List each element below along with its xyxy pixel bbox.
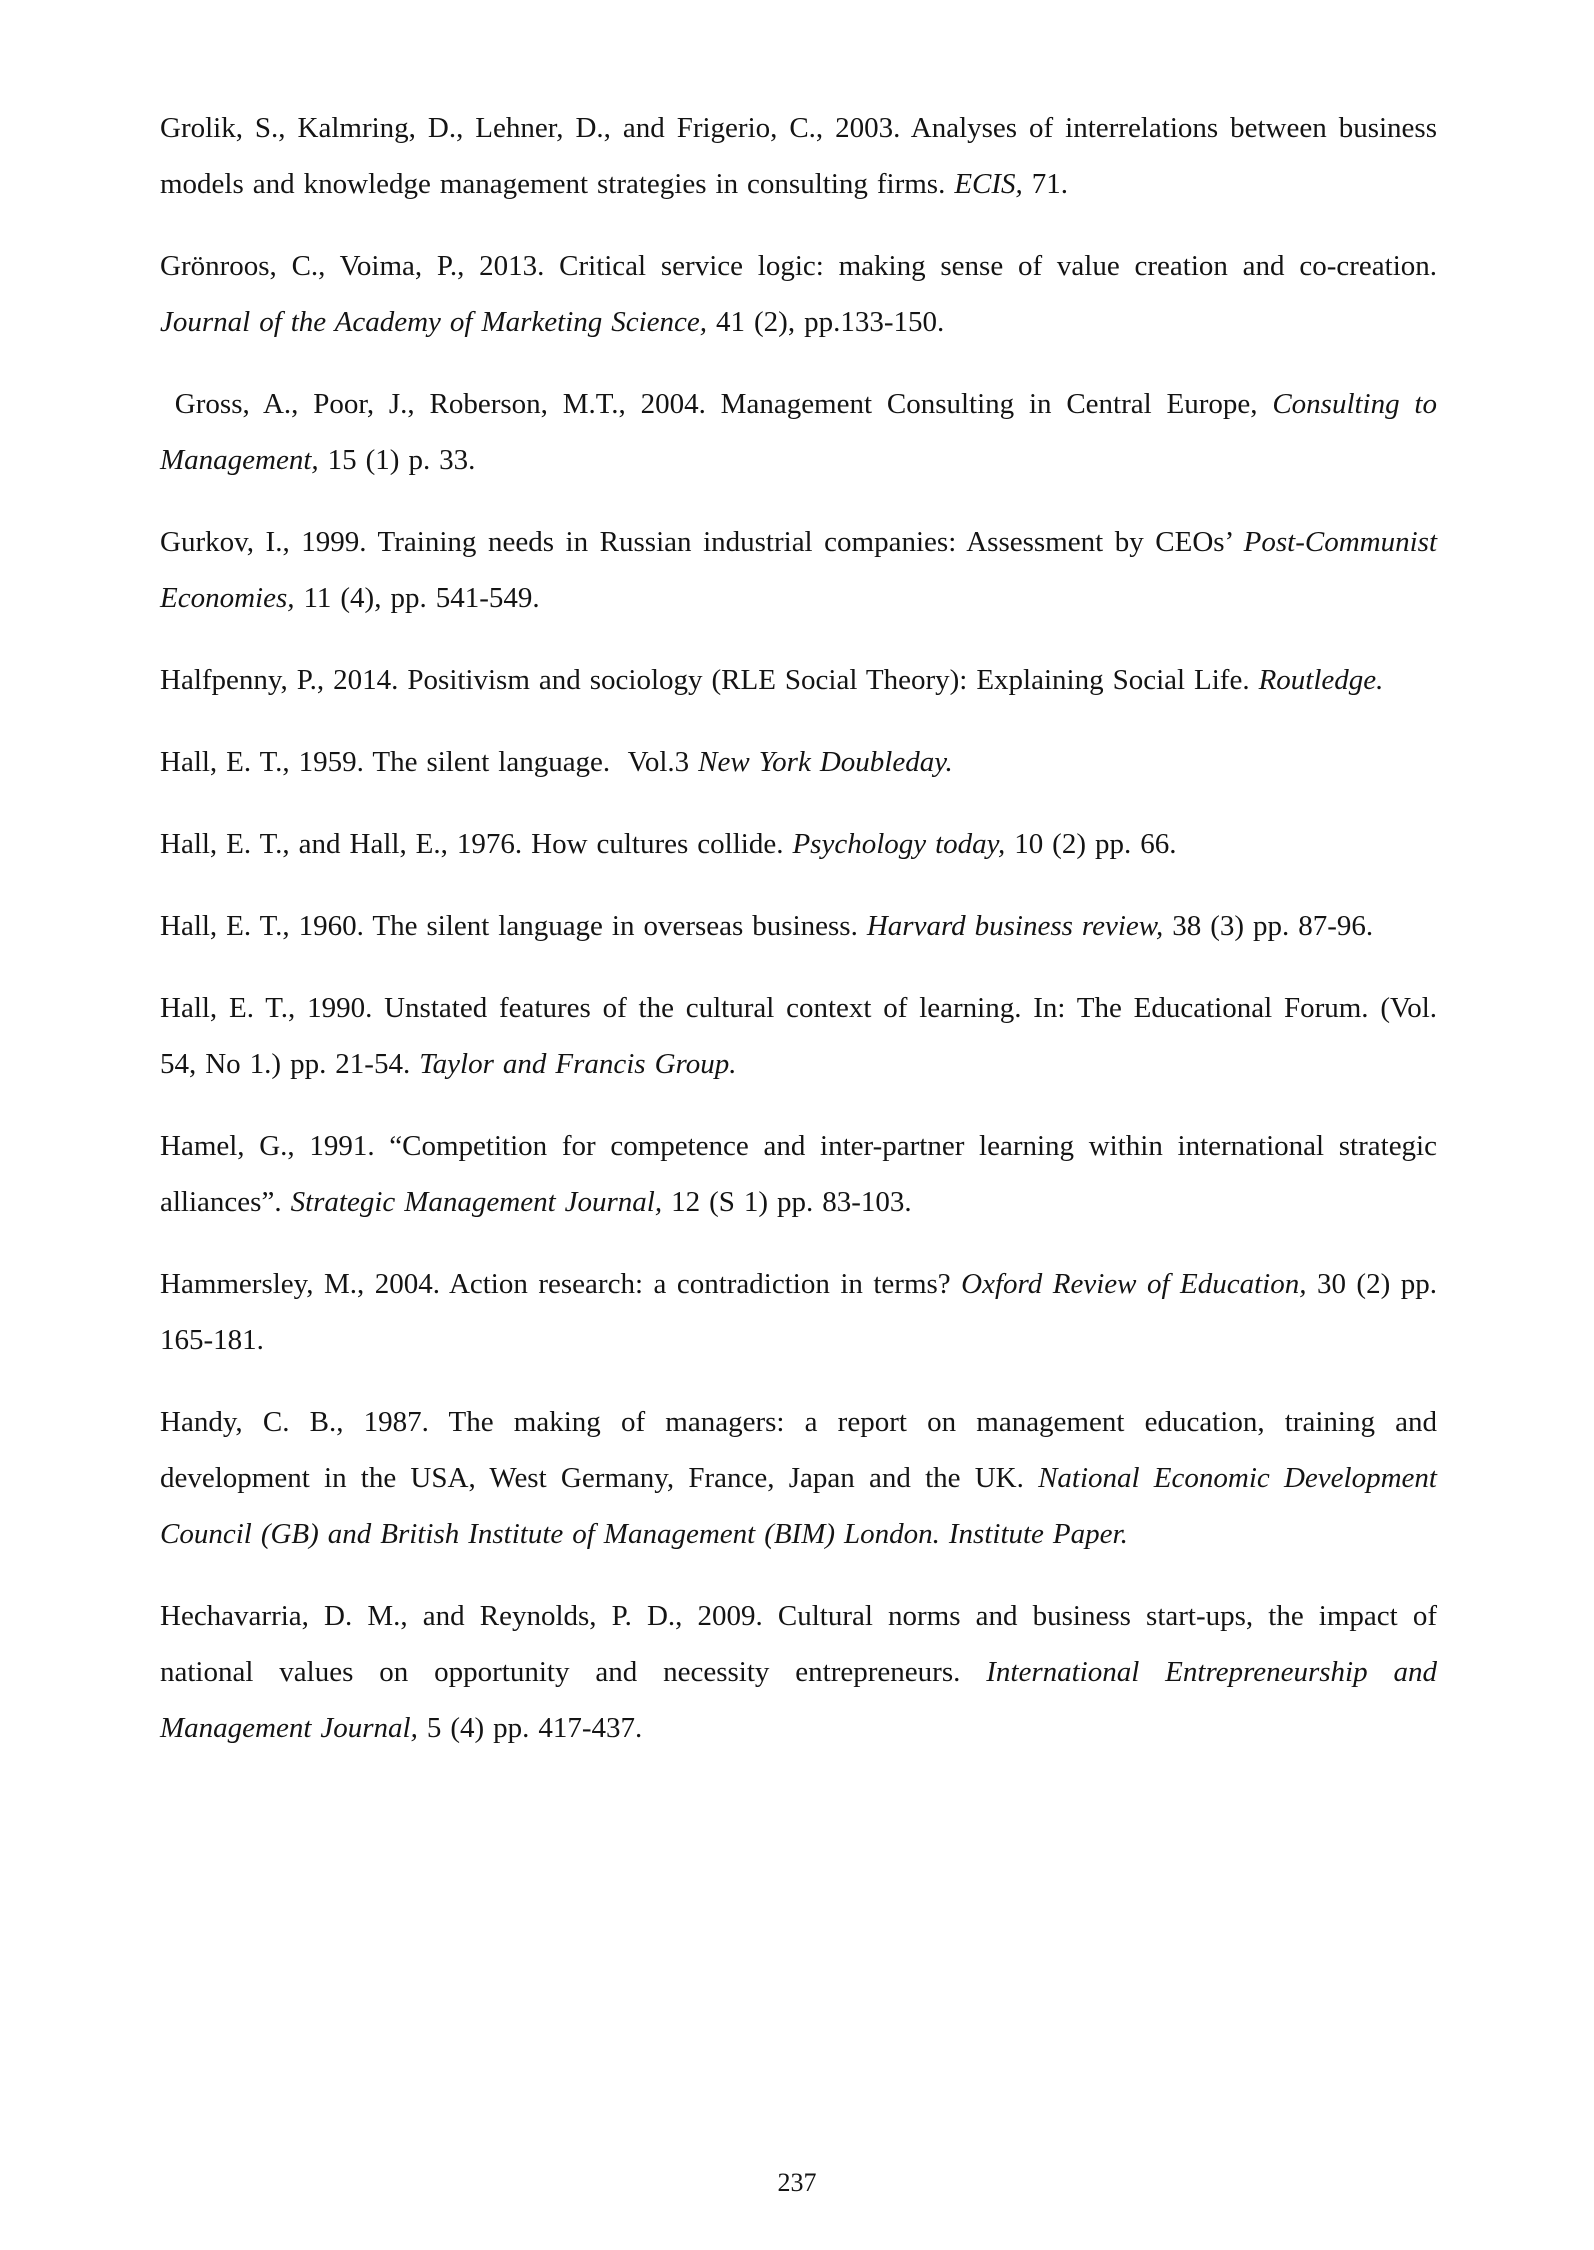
reference-entry bbox=[160, 100, 1437, 212]
reference-entry bbox=[160, 734, 1437, 790]
page-number: 237 bbox=[777, 2168, 817, 2197]
reference-text-segment: Handy, C. B., 1987. The making of managers: a report on management education, training and development in the USA, West Germany, France, Japan and the UK. bbox=[160, 1406, 1437, 1494]
reference-text-segment: Gurkov, I., 1999. Training needs in Russian industrial companies: Assessment by CEOs’ bbox=[160, 526, 1244, 558]
references-list bbox=[160, 100, 1437, 1756]
reference-text-segment: Hall, E. T., 1960. The silent language in overseas business. bbox=[160, 910, 867, 942]
reference-italic-segment: Oxford Review of Education, bbox=[961, 1268, 1307, 1300]
reference-italic-segment: Routledge. bbox=[1258, 664, 1384, 696]
reference-entry bbox=[160, 898, 1437, 954]
reference-text-segment: Gross, A., Poor, J., Roberson, M.T., 2004. Management Consulting in Central Europe, bbox=[160, 388, 1273, 420]
reference-italic-segment: Post-Communist Economies, bbox=[160, 526, 1437, 614]
reference-text-segment: 15 (1) p. 33. bbox=[318, 444, 476, 476]
reference-italic-segment: Taylor and Francis Group. bbox=[419, 1048, 737, 1080]
reference-text-segment: Hechavarria, D. M., and Reynolds, P. D., 2009. Cultural norms and business start-ups, the impact of national values on opportunity and necessity entrepreneurs. bbox=[160, 1600, 1437, 1688]
reference-italic-segment: New York Doubleday. bbox=[698, 746, 953, 778]
reference-text-segment: Hamel, G., 1991. “Competition for competence and inter-partner learning within international strategic alliances”. bbox=[160, 1130, 1437, 1218]
reference-italic-segment: Consulting to Management, bbox=[160, 388, 1437, 476]
reference-entry bbox=[160, 980, 1437, 1092]
reference-text-segment: 41 (2), pp.133-150. bbox=[707, 306, 945, 338]
reference-text-segment: 10 (2) pp. 66. bbox=[1005, 828, 1177, 860]
reference-entry bbox=[160, 238, 1437, 350]
reference-entry bbox=[160, 652, 1437, 708]
reference-entry bbox=[160, 1118, 1437, 1230]
reference-text-segment: Grolik, S., Kalmring, D., Lehner, D., and Frigerio, C., 2003. Analyses of interrelations between business models and knowledge management strategies in consulting firms. bbox=[160, 112, 1437, 200]
reference-text-segment: Halfpenny, P., 2014. Positivism and sociology (RLE Social Theory): Explaining Social Life. bbox=[160, 664, 1259, 696]
reference-text-segment: 11 (4), pp. 541-549. bbox=[294, 582, 540, 614]
reference-entry bbox=[160, 816, 1437, 872]
reference-text-segment: 5 (4) pp. 417-437. bbox=[417, 1712, 643, 1744]
reference-italic-segment: International Entrepreneurship and Management Journal, bbox=[160, 1656, 1437, 1744]
reference-text-segment: Hall, E. T., 1990. Unstated features of the cultural context of learning. In: The Educational Forum. (Vol. 54, No 1.) pp. 21-54. bbox=[160, 992, 1437, 1080]
reference-italic-segment: Harvard business review, bbox=[866, 910, 1164, 942]
reference-italic-segment: National Economic Development Council (GB) and British Institute of Management (BIM) London. Institute Paper. bbox=[160, 1462, 1437, 1550]
reference-text-segment: Grönroos, C., Voima, P., 2013. Critical service logic: making sense of value creation and co-creation. bbox=[160, 250, 1437, 282]
reference-italic-segment: ECIS, bbox=[954, 168, 1023, 200]
reference-italic-segment: Journal of the Academy of Marketing Science, bbox=[160, 306, 708, 338]
reference-entry bbox=[160, 1394, 1437, 1562]
reference-italic-segment: Psychology today, bbox=[792, 828, 1006, 860]
reference-italic-segment: Strategic Management Journal, bbox=[290, 1186, 663, 1218]
reference-text-segment: 71. bbox=[1022, 168, 1069, 200]
reference-entry bbox=[160, 1588, 1437, 1756]
reference-text-segment: Hall, E. T., 1959. The silent language. Vol.3 bbox=[160, 746, 699, 778]
reference-text-segment: 38 (3) pp. 87-96. bbox=[1163, 910, 1374, 942]
reference-text-segment: Hall, E. T., and Hall, E., 1976. How cultures collide. bbox=[160, 828, 793, 860]
reference-text-segment: 30 (2) pp. 165-181. bbox=[160, 1268, 1437, 1356]
reference-entry bbox=[160, 1256, 1437, 1368]
reference-text-segment: 12 (S 1) pp. 83-103. bbox=[662, 1186, 912, 1218]
reference-entry bbox=[160, 514, 1437, 626]
reference-entry bbox=[160, 376, 1437, 488]
reference-text-segment: Hammersley, M., 2004. Action research: a contradiction in terms? bbox=[160, 1268, 962, 1300]
